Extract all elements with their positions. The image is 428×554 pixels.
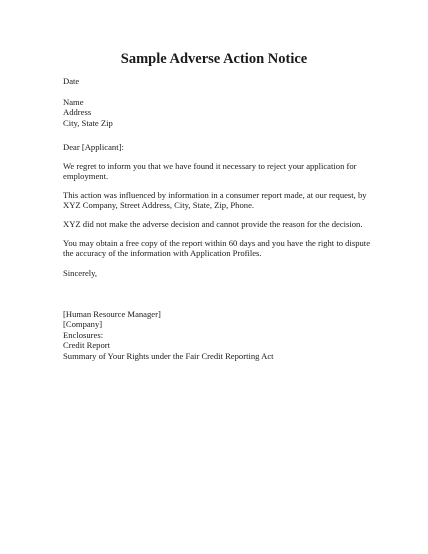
recipient-address bbox=[63, 97, 373, 128]
enclosure-credit-report: Credit Report bbox=[63, 340, 111, 351]
paragraph-text: XYZ did not make the adverse decision and cannot provide the reason for the decision. bbox=[63, 219, 363, 229]
salutation bbox=[63, 142, 373, 152]
paragraph-text: We regret to inform you that we have found it necessary to reject your application for employment. bbox=[63, 161, 357, 182]
address-city: City, State Zip bbox=[63, 117, 113, 128]
enclosure-summary-rights: Summary of Your Rights under the Fair Credit Reporting Act bbox=[63, 350, 274, 361]
closing bbox=[63, 268, 373, 278]
salutation-text: Dear [Applicant]: bbox=[63, 142, 124, 152]
enclosures-label: Enclosures: bbox=[63, 329, 104, 340]
date-line bbox=[63, 76, 373, 86]
date-text: Date bbox=[63, 76, 80, 86]
paragraph-rejection bbox=[63, 161, 373, 182]
document-title: Sample Adverse Action Notice bbox=[120, 51, 308, 67]
closing-text: Sincerely, bbox=[63, 268, 98, 278]
paragraph-consumer-report bbox=[63, 190, 373, 211]
paragraph-free-copy bbox=[63, 238, 373, 259]
paragraph-text: You may obtain a free copy of the report within 60 days and you have the right to dispute the accuracy of the information with Application Profiles. bbox=[63, 238, 371, 259]
signature-block bbox=[63, 309, 373, 361]
signature-manager: [Human Resource Manager] bbox=[63, 309, 161, 319]
address-street: Address bbox=[63, 107, 92, 118]
signature-company: [Company] bbox=[63, 319, 103, 330]
paragraph-text: This action was influenced by information in a consumer report made, at our request, by XYZ Company, Street Address, City, State, Zip, Phone. bbox=[63, 190, 367, 211]
paragraph-no-decision bbox=[63, 219, 373, 229]
address-name: Name bbox=[63, 97, 84, 107]
